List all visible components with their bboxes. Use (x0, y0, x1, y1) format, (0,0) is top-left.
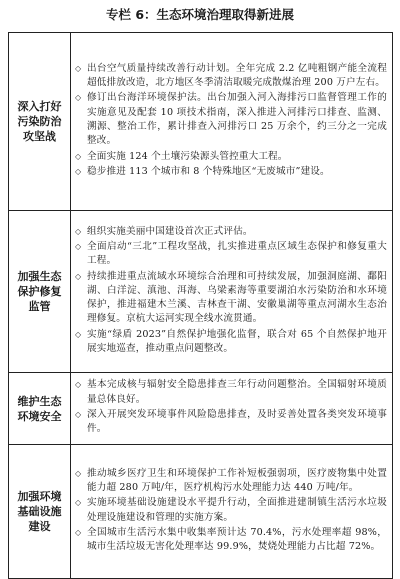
list-item (75, 408, 387, 437)
diamond-bullet-icon: ◇ (75, 271, 82, 281)
section-body (71, 33, 393, 211)
column-table (8, 32, 393, 579)
section-row (9, 445, 393, 579)
list-item (75, 91, 387, 148)
list-item (75, 270, 387, 327)
list-item (75, 165, 387, 179)
section-heading-text: 维护生态环境安全 (17, 394, 62, 423)
section-body (71, 211, 393, 373)
list-item (75, 526, 387, 555)
section-heading (9, 33, 71, 211)
section-row (9, 373, 393, 445)
column-title: 专栏 6：生态环境治理取得新进展 (105, 7, 295, 22)
list-item-text: 稳步推进 113 个城市和 8 个特殊地区“无废城市”建设。 (87, 165, 330, 177)
diamond-bullet-icon: ◇ (75, 241, 82, 251)
list-item (75, 467, 387, 496)
list-item (75, 240, 387, 269)
list-item-text: 实施环境基础设施建设水平提升行动，全面推进建制镇生活污水垃圾处理设施建设和管理的实施方案。 (87, 497, 387, 523)
list-item (75, 150, 387, 164)
section-row (9, 211, 393, 373)
section-body (71, 445, 393, 579)
list-item (75, 328, 387, 357)
diamond-bullet-icon: ◇ (75, 410, 82, 419)
diamond-bullet-icon: ◇ (75, 166, 82, 176)
diamond-bullet-icon: ◇ (75, 527, 82, 537)
list-item-text: 推动城乡医疗卫生和环境保护工作补短板强弱项，医疗废物集中处置能力超 280 万吨/年，医疗机构污水处理能力达 440 万吨/年。 (87, 467, 387, 493)
list-item (75, 496, 387, 525)
list-item (75, 62, 387, 91)
section-heading-text: 加强环境基础设施建设 (17, 490, 62, 533)
list-item-text: 组织实施美丽中国建设首次正式评估。 (87, 225, 253, 237)
list-item (75, 378, 387, 407)
list-item-text: 全面实施 124 个土壤污染源头管控重大工程。 (87, 150, 288, 162)
section-heading (9, 211, 71, 373)
section-heading-text: 加强生态保护修复监管 (17, 270, 62, 313)
list-item-text: 实施“绿盾 2023”自然保护地强化监督，联合对 65 个自然保护地开展实地巡查，推动重点问题整改。 (87, 328, 387, 355)
section-body (71, 373, 393, 445)
diamond-bullet-icon: ◇ (75, 329, 82, 339)
diamond-bullet-icon: ◇ (75, 226, 82, 236)
diamond-bullet-icon: ◇ (75, 63, 82, 73)
section-heading (9, 373, 71, 445)
list-item-text: 全面启动“三北”工程攻坚战，扎实推进重点区域生态保护和修复重大工程。 (87, 240, 387, 267)
list-item-text: 出台空气质量持续改善行动计划。全年完成 2.2 亿吨粗钢产能全流程超低排放改造，北方地区冬季清洁取暖完成散煤治理 200 万户左右。 (87, 62, 387, 89)
list-item-text: 全国城市生活污水集中收集率预计达 70.4%，污水处理率超 98%，城市生活垃圾无害化处理率达 99.9%，焚烧处理能力占比超 72%。 (87, 526, 387, 553)
diamond-bullet-icon: ◇ (75, 151, 82, 161)
list-item (75, 225, 387, 239)
section-heading (9, 445, 71, 579)
list-item-text: 基本完成核与辐射安全隐患排查三年行动问题整治。全国辐射环境质量总体良好。 (87, 379, 387, 405)
list-item-text: 深入开展突发环境事件风险隐患排查，及时妥善处置各类突发环境事件。 (87, 409, 387, 435)
diamond-bullet-icon: ◇ (75, 498, 82, 508)
list-item-text: 持续推进重点流域水环境综合治理和可持续发展，加强洞庭湖、鄱阳湖、白洋淀、滇池、洱海、乌梁素海等重要湖泊水污染防治和水环境保护，推进福建木兰溪、吉林查干湖、安徽巢湖等重点河湖水生态治理修复。京杭大运河实现全线水流贯通。 (87, 270, 387, 325)
diamond-bullet-icon: ◇ (75, 93, 82, 103)
section-heading-text: 深入打好污染防治攻坚战 (17, 100, 62, 143)
diamond-bullet-icon: ◇ (75, 468, 82, 478)
list-item-text: 修订出台海洋环境保护法。出台加强入河入海排污口监督管理工作的实施意见及配套 10 项技术指南，深入推进入河排污口排查、监测、溯源、整治工作，累计排查入河排污口 25 万余个，约三分之一完成整改。 (87, 92, 387, 147)
diamond-bullet-icon: ◇ (75, 380, 82, 390)
section-row (9, 33, 393, 211)
